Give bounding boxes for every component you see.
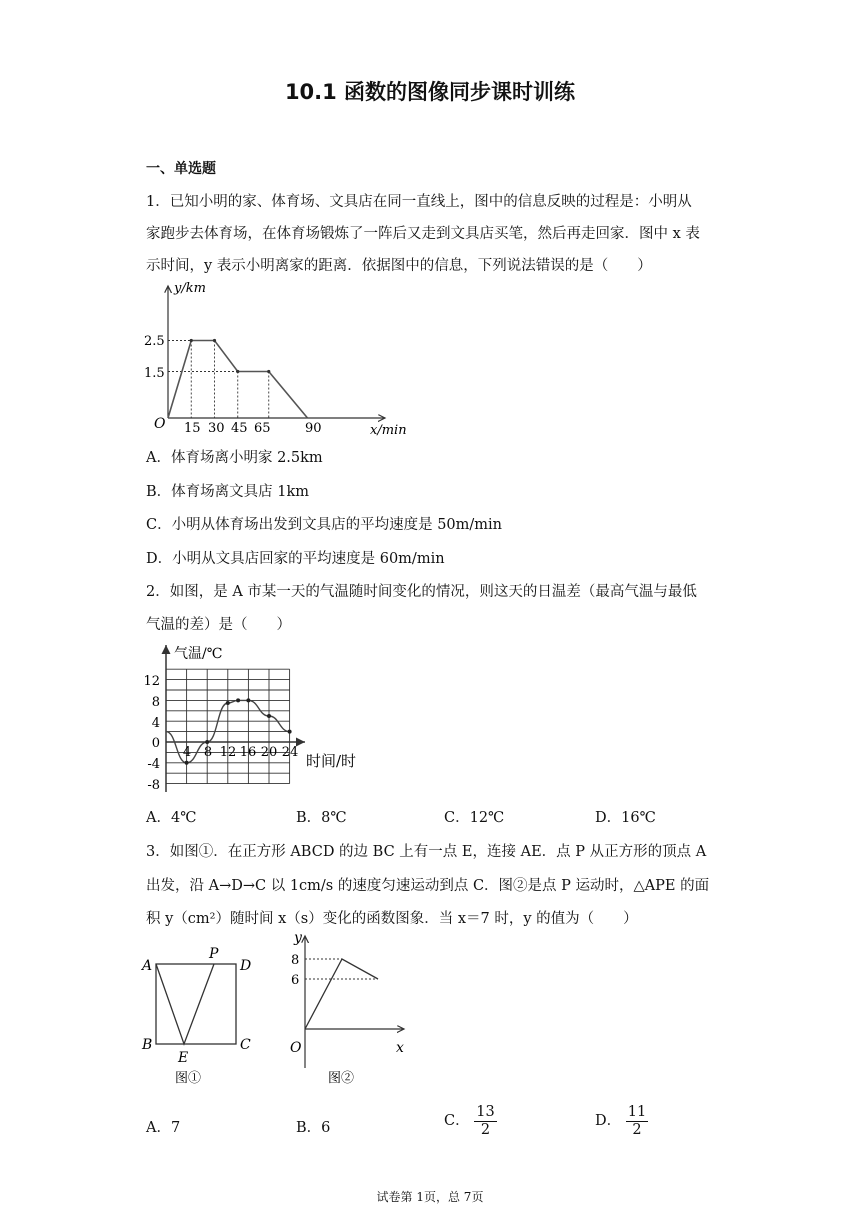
x-axis-label: x/min: [370, 423, 407, 438]
fraction-13-2: [474, 1104, 496, 1138]
data-point: [267, 714, 271, 718]
q3-line-2: 出发，沿 A→D→C 以 1cm/s 的速度匀速运动到点 C．图②是点 P 运动时，△APE 的面: [146, 878, 710, 894]
vertex-b-label: B: [142, 1037, 153, 1053]
q1-option-a[interactable]: A．体育场离小明家 2.5km: [146, 450, 323, 466]
x-tick: 15: [184, 421, 201, 436]
y-tick: 8: [151, 695, 160, 710]
fraction-11-2: [626, 1104, 648, 1138]
q2-option-c[interactable]: C．12℃: [444, 810, 505, 826]
q1-line-1: 1．已知小明的家、体育场、文具店在同一直线上，图中的信息反映的过程是：小明从: [146, 194, 692, 210]
q3-option-d[interactable]: [595, 1104, 648, 1138]
y-axis-label: y/km: [174, 281, 206, 296]
q2-line-2: 气温的差）是（ ）: [146, 617, 291, 633]
fraction-numerator: 11: [627, 1104, 647, 1120]
y-tick: 1.5: [144, 366, 165, 381]
y-tick: -8: [147, 778, 160, 793]
square-abcd: [156, 964, 236, 1044]
origin-label: O: [154, 416, 166, 432]
data-point: [246, 698, 250, 702]
page-title: 10.1 函数的图像同步课时训练: [284, 80, 576, 104]
vertex-d-label: D: [240, 958, 252, 974]
q3-option-b[interactable]: B．6: [296, 1120, 331, 1136]
y-tick: 2.5: [144, 334, 165, 349]
option-d-prefix: D．: [595, 1113, 622, 1130]
q2-option-d[interactable]: D．16℃: [595, 810, 656, 826]
data-point: [205, 740, 209, 744]
origin-label: O: [290, 1040, 302, 1056]
y-axis-label: 气温/℃: [174, 646, 223, 662]
y-tick: 12: [143, 674, 160, 689]
figure-2-caption: 图②: [328, 1071, 355, 1086]
y-tick: 8: [291, 953, 300, 968]
q3-figure-2-graph: [280, 928, 420, 1088]
fraction-denominator: 2: [480, 1121, 491, 1138]
q3-option-c[interactable]: [444, 1104, 497, 1138]
q3-option-a[interactable]: A．7: [146, 1120, 181, 1136]
q1-distance-graph: [140, 280, 440, 440]
data-point: [185, 761, 189, 765]
option-c-prefix: C．: [444, 1113, 470, 1130]
point-e-label: E: [178, 1050, 189, 1066]
x-tick: 4: [182, 745, 192, 760]
q3-line-3: 积 y（cm²）随时间 x（s）变化的函数图象．当 x＝7 时，y 的值为（ ）: [146, 911, 638, 927]
x-tick: 90: [305, 421, 322, 436]
triangle-ape: [156, 964, 214, 1044]
q2-option-b[interactable]: B．8℃: [296, 810, 347, 826]
data-point: [236, 370, 239, 373]
section-heading: 一、单选题: [146, 161, 216, 177]
q1-line-2: 家跑步去体育场，在体育场锻炼了一阵后又走到文具店买笔，然后再走回家．图中 x 表: [146, 226, 700, 242]
x-tick: 30: [208, 421, 225, 436]
q1-option-d[interactable]: D．小明从文具店回家的平均速度是 60m/min: [146, 551, 445, 567]
x-tick: 8: [203, 745, 213, 760]
q1-line-3: 示时间，y 表示小明离家的距离．依据图中的信息，下列说法错误的是（ ）: [146, 258, 652, 274]
fraction-numerator: 13: [476, 1104, 495, 1120]
x-tick: 65: [254, 421, 271, 436]
x-tick: 16: [239, 745, 257, 760]
data-point: [226, 701, 230, 705]
x-tick: 12: [219, 745, 237, 760]
q1-option-b[interactable]: B．体育场离文具店 1km: [146, 484, 310, 500]
x-tick: 24: [281, 745, 299, 760]
q3-figure-1-square: [140, 940, 270, 1090]
data-point: [288, 730, 292, 734]
q3-line-1: 3．如图①．在正方形 ABCD 的边 BC 上有一点 E，连接 AE．点 P 从正方形的顶点 A: [146, 844, 707, 860]
y-tick: 4: [151, 716, 160, 731]
q2-temperature-graph: [140, 640, 380, 800]
y-tick: 0: [151, 736, 160, 751]
y-tick: -4: [147, 757, 160, 772]
figure-1-caption: 图①: [175, 1071, 202, 1086]
x-axis-label: x: [396, 1040, 404, 1056]
vertex-c-label: C: [240, 1037, 251, 1053]
x-tick: 20: [260, 745, 278, 760]
q1-option-c[interactable]: C．小明从体育场出发到文具店的平均速度是 50m/min: [146, 517, 503, 533]
vertex-a-label: A: [142, 958, 153, 974]
page-footer: 试卷第 1页，总 7页: [376, 1190, 484, 1204]
y-tick: 6: [291, 973, 300, 988]
point-p-label: P: [209, 946, 219, 962]
y-axis-label: y: [294, 930, 302, 946]
fraction-denominator: 2: [632, 1121, 642, 1138]
x-axis-label: 时间/时: [306, 752, 357, 770]
data-point: [267, 370, 270, 373]
data-point: [236, 698, 240, 702]
data-point: [190, 339, 193, 342]
distance-line: [168, 341, 308, 419]
q2-option-a[interactable]: A．4℃: [146, 810, 197, 826]
q2-line-1: 2．如图，是 A 市某一天的气温随时间变化的情况，则这天的日温差（最高气温与最低: [146, 584, 697, 600]
x-tick: 45: [231, 421, 248, 436]
area-function-line: [305, 959, 378, 1029]
data-point: [213, 339, 216, 342]
